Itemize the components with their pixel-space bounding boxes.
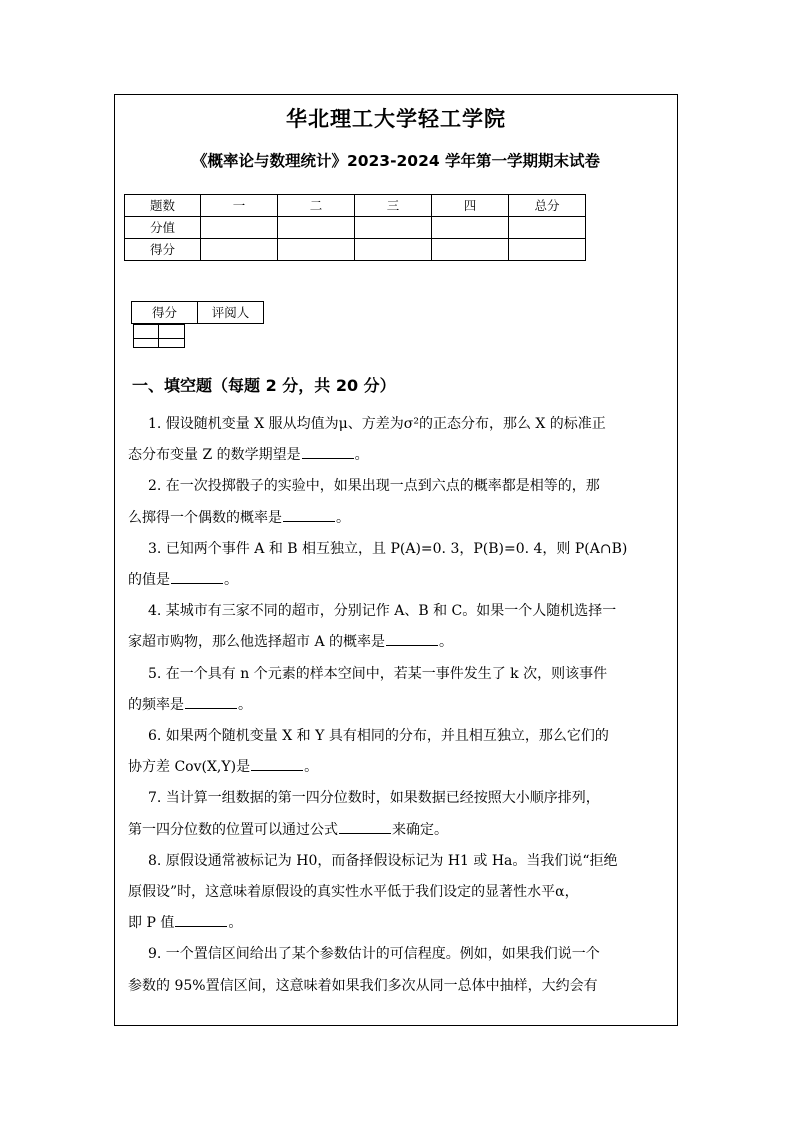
question-line: 3. 已知两个事件 A 和 B 相互独立，且 P(A)=0. 3，P(B)=0. 4，则 P(A∩B): [148, 540, 628, 557]
score-cell: [432, 239, 509, 261]
question-tail: 。: [238, 696, 252, 713]
grader-header-row: [132, 302, 264, 324]
question-line: 即 P 值: [128, 915, 175, 932]
question-tail: 。: [336, 509, 350, 526]
answer-blank: [175, 912, 227, 927]
score-cell: [509, 217, 586, 239]
score-header-cell: 一: [201, 195, 278, 217]
score-header-cell: 总分: [509, 195, 586, 217]
question-item: [128, 846, 676, 940]
question-tail: 。: [354, 447, 369, 464]
question-tail: 。: [228, 915, 243, 932]
question-line: 2. 在一次投掷骰子的实验中，如果出现一点到六点的概率都是相等的，那: [148, 478, 600, 495]
answer-blank: [171, 569, 223, 584]
exam-frame: [114, 94, 678, 1026]
score-cell: [432, 217, 509, 239]
question-tail: 。: [224, 572, 238, 589]
section-title: 一、填空题（每题 2 分，共 20 分）: [132, 376, 396, 395]
question-tail: 。: [304, 759, 319, 776]
exam-title: 《概率论与数理统计》2023-2024 学年第一学期期末试卷: [191, 152, 601, 170]
score-cell: [278, 217, 355, 239]
score-cell: [278, 239, 355, 261]
score-cell: [355, 239, 432, 261]
grader-score-cell: [133, 325, 159, 348]
score-header-cell: 三: [355, 195, 432, 217]
grader-name-header: 评阅人: [198, 302, 264, 324]
score-table-row: [125, 239, 586, 261]
question-line: 7. 当计算一组数据的第一四分位数时，如果数据已经按照大小顺序排列，: [148, 790, 600, 807]
question-item: [128, 783, 676, 845]
question-item: [128, 534, 676, 596]
question-item: [128, 471, 676, 533]
question-line: 9. 一个置信区间给出了某个参数估计的可信程度。例如，如果我们说一个: [148, 946, 600, 963]
score-header-cell: 四: [432, 195, 509, 217]
question-line: 态分布变量 Z 的数学期望是: [128, 447, 301, 464]
question-line: 么掷得一个偶数的概率是: [128, 509, 282, 526]
question-line: 参数的 95%置信区间，这意味着如果我们多次从同一总体中抽样，大约会有: [128, 977, 598, 994]
question-item: [128, 721, 676, 783]
question-item: [128, 939, 676, 1001]
question-line: 原假设”时，这意味着原假设的真实性水平低于我们设定的显著性水平α，: [128, 884, 579, 901]
answer-blank: [185, 694, 237, 709]
score-cell: [201, 239, 278, 261]
question-line: 家超市购物，那么他选择超市 A 的概率是: [128, 634, 386, 651]
score-cell: [201, 217, 278, 239]
question-line: 协方差 Cov(X,Y)是: [128, 759, 251, 776]
answer-blank: [339, 819, 391, 834]
answer-blank: [251, 756, 303, 771]
answer-blank: [386, 631, 438, 646]
answer-blank: [283, 507, 335, 522]
score-header-cell: 二: [278, 195, 355, 217]
grader-score-header: 得分: [132, 302, 198, 324]
score-row-label: 得分: [125, 239, 201, 261]
question-tail: 。: [439, 634, 454, 651]
question-item: [128, 596, 676, 658]
score-header-cell: 题数: [125, 195, 201, 217]
score-table: [124, 194, 586, 261]
question-tail: 来确定。: [392, 821, 448, 838]
question-item: [128, 409, 676, 471]
school-title: 华北理工大学轻工学院: [286, 107, 506, 131]
grader-table: [131, 301, 264, 343]
question-line: 8. 原假设通常被标记为 H0，而备择假设标记为 H1 或 Ha。当我们说“拒绝: [148, 852, 618, 869]
score-row-label: 分值: [125, 217, 201, 239]
question-line: 的值是: [128, 572, 170, 589]
question-line: 的频率是: [128, 696, 184, 713]
question-line: 6. 如果两个随机变量 X 和 Y 具有相同的分布，并且相互独立，那么它们的: [148, 728, 609, 745]
score-cell: [509, 239, 586, 261]
question-item: [128, 659, 676, 721]
score-cell: [355, 217, 432, 239]
question-line: 1. 假设随机变量 X 服从均值为μ、方差为σ²的正态分布，那么 X 的标准正: [148, 416, 606, 432]
score-table-row: [125, 217, 586, 239]
question-list: [128, 409, 676, 1002]
question-line: 4. 某城市有三家不同的超市，分别记作 A、B 和 C。如果一个人随机选择一: [148, 603, 617, 620]
score-table-header-row: [125, 195, 586, 217]
grader-blank-row: [133, 324, 185, 339]
question-line: 第一四分位数的位置可以通过公式: [128, 821, 338, 838]
answer-blank: [302, 444, 354, 459]
grader-name-cell: [159, 325, 185, 348]
question-line: 5. 在一个具有 n 个元素的样本空间中，若某一事件发生了 k 次，则该事件: [148, 665, 608, 682]
